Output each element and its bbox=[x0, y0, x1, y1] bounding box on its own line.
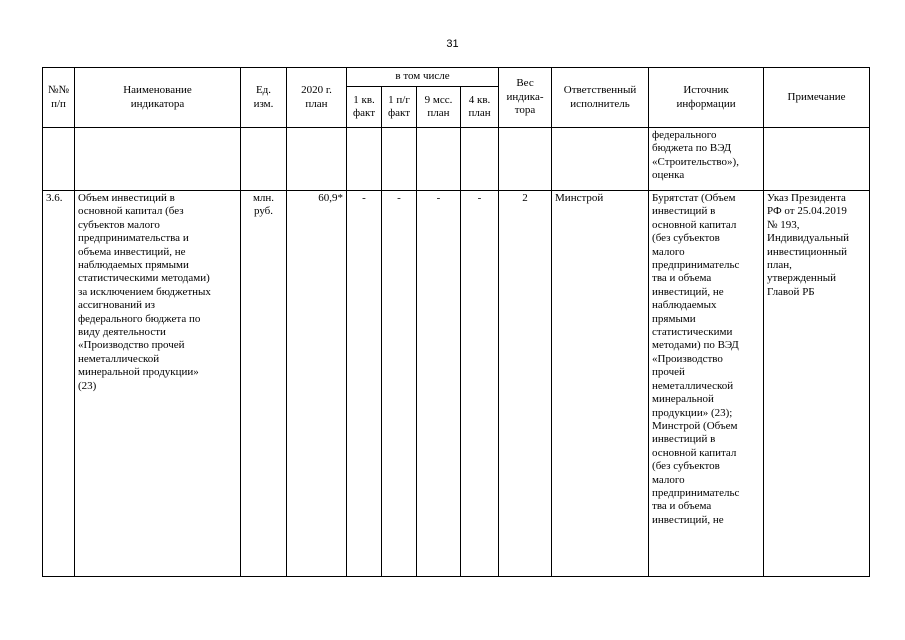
cell-note: Указ Президента РФ от 25.04.2019 № 193, Индивидуальный инвестиционный план, утвержденный Главой РБ bbox=[764, 191, 870, 577]
header-responsible: Ответственный исполнитель bbox=[552, 68, 649, 128]
cell-unit: млн. руб. bbox=[241, 191, 287, 577]
cell-empty bbox=[499, 128, 552, 191]
header-group-including: в том числе bbox=[347, 68, 499, 87]
header-name: Наименование индикатора bbox=[75, 68, 241, 128]
indicator-table bbox=[42, 67, 870, 577]
table-row bbox=[43, 191, 870, 577]
cell-num: 3.6. bbox=[43, 191, 75, 577]
header-weight: Вес индика- тора bbox=[499, 68, 552, 128]
cell-empty bbox=[287, 128, 347, 191]
page-number: 31 bbox=[446, 38, 459, 50]
header-q4-plan: 4 кв. план bbox=[461, 87, 499, 128]
cell-empty bbox=[417, 128, 461, 191]
cell-responsible: Минстрой bbox=[552, 191, 649, 577]
cell-q4-plan: - bbox=[461, 191, 499, 577]
cell-plan-2020: 60,9* bbox=[287, 191, 347, 577]
cell-empty bbox=[347, 128, 382, 191]
cell-source: Бурятстат (Объем инвестиций в основной капитал (без субъектов малого предпринимательс тва и объема инвестиций, не наблюдаемых прямыми статистическими методами) по ВЭД «Производство прочей неметаллической минеральной продукции» (23); Минстрой (Объем инвестиций в основной капитал (без субъектов малого предпринимательс тва и объема инвестиций, не bbox=[649, 191, 764, 577]
cell-weight: 2 bbox=[499, 191, 552, 577]
cell-9m-plan: - bbox=[417, 191, 461, 577]
cell-empty bbox=[382, 128, 417, 191]
cell-q1-fact: - bbox=[347, 191, 382, 577]
header-9m-plan: 9 мсс. план bbox=[417, 87, 461, 128]
header-source: Источник информации bbox=[649, 68, 764, 128]
cell-source-continuation: федерального бюджета по ВЭД «Строительство»), оценка bbox=[649, 128, 764, 191]
header-note: Примечание bbox=[764, 68, 870, 128]
header-q1-fact: 1 кв. факт bbox=[347, 87, 382, 128]
cell-empty bbox=[552, 128, 649, 191]
header-plan-2020: 2020 г. план bbox=[287, 68, 347, 128]
cell-indicator-name: Объем инвестиций в основной капитал (без субъектов малого предпринимательства и объема инвестиций, не наблюдаемых прямыми статистическими методами) за исключением бюджетных ассигнований из федерального бюджета по виду деятельности «Производство прочей неметаллической минеральной продукции» (23) bbox=[75, 191, 241, 577]
cell-empty bbox=[461, 128, 499, 191]
cell-empty bbox=[75, 128, 241, 191]
cell-empty bbox=[241, 128, 287, 191]
header-h1-fact: 1 п/г факт bbox=[382, 87, 417, 128]
header-row-top bbox=[43, 68, 870, 87]
header-unit: Ед. изм. bbox=[241, 68, 287, 128]
cell-empty bbox=[43, 128, 75, 191]
cell-empty bbox=[764, 128, 870, 191]
header-num: №№ п/п bbox=[43, 68, 75, 128]
cell-h1-fact: - bbox=[382, 191, 417, 577]
table-row-continuation bbox=[43, 128, 870, 191]
